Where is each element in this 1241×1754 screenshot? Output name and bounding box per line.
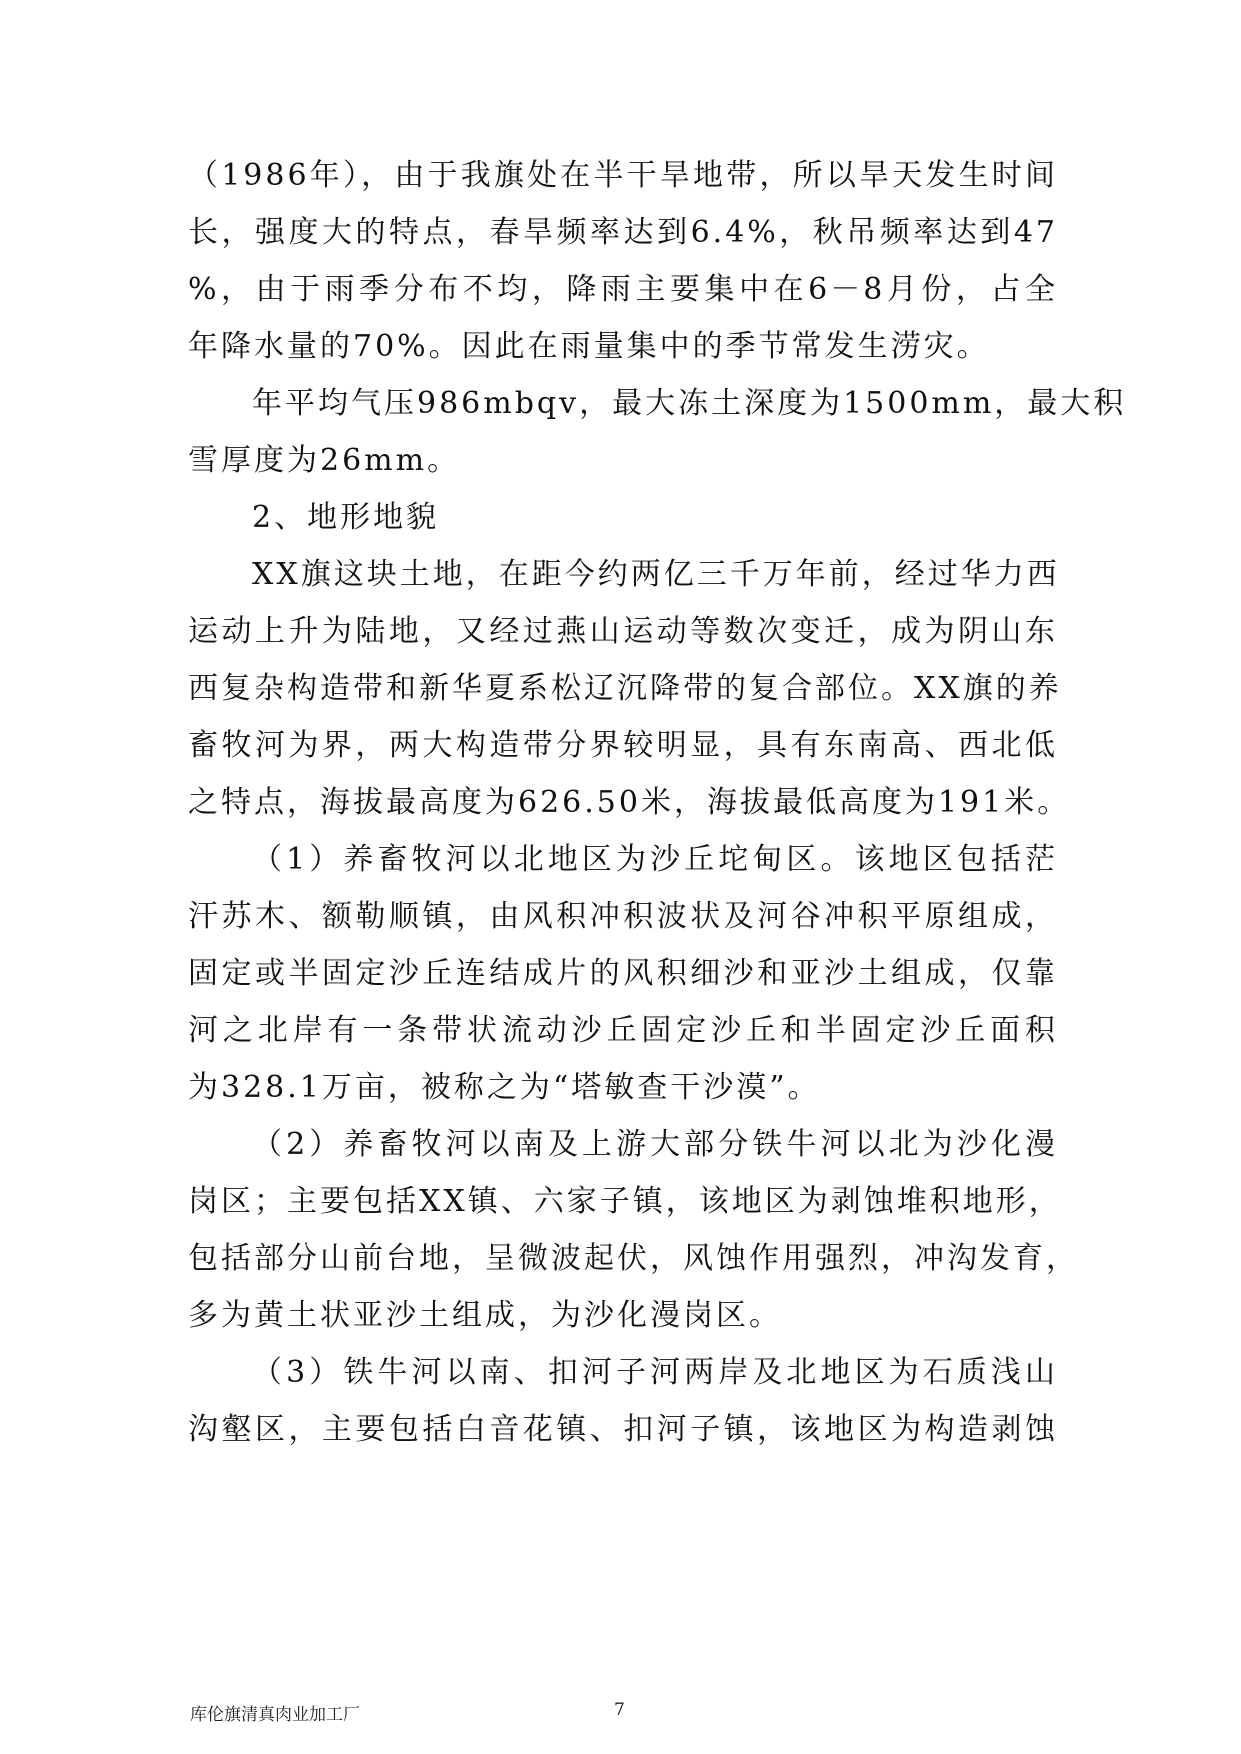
- text-line: 汗苏木、额勒顺镇，由风积冲积波状及河谷冲积平原组成，: [188, 899, 1058, 934]
- text-line: 固定或半固定沙丘连结成片的风积细沙和亚沙土组成，仅靠: [188, 956, 1058, 991]
- text-line: 之特点，海拔最高度为626.50米，海拔最低高度为191米。: [188, 785, 1071, 820]
- text-line: 年降水量的70%。因此在雨量集中的季节常发生涝灾。: [188, 329, 990, 364]
- text-line: （1）养畜牧河以北地区为沙丘坨甸区。该地区包括茫: [252, 842, 1058, 877]
- text-line: 年平均气压986mbqv，最大冻土深度为1500mm，最大积: [252, 386, 1127, 421]
- page-number: 7: [614, 1700, 625, 1720]
- text-line: （1986年），由于我旗处在半干旱地带，所以旱天发生时间: [188, 158, 1058, 193]
- text-line: 多为黄土状亚沙土组成，为沙化漫岗区。: [188, 1298, 782, 1333]
- footer-company-name: 库伦旗清真肉业加工厂: [190, 1705, 360, 1725]
- text-line: 为328.1万亩，被称之为“塔敏查干沙漠”。: [188, 1070, 821, 1105]
- text-line: 包括部分山前台地，呈微波起伏，风蚀作用强烈，冲沟发育，: [188, 1241, 1079, 1276]
- text-line: （3）铁牛河以南、扣河子河两岸及北地区为石质浅山: [252, 1355, 1058, 1390]
- text-line: 运动上升为陆地，又经过燕山运动等数次变迁，成为阴山东: [188, 614, 1058, 649]
- text-line: XX旗这块土地，在距今约两亿三千万年前，经过华力西: [252, 557, 1060, 592]
- text-line: （2）养畜牧河以南及上游大部分铁牛河以北为沙化漫: [252, 1127, 1058, 1162]
- text-line: 雪厚度为26mm。: [188, 443, 461, 478]
- text-line: 岗区；主要包括XX镇、六家子镇，该地区为剥蚀堆积地形，: [188, 1184, 1062, 1219]
- text-line: %，由于雨季分布不均，降雨主要集中在6－8月份，占全: [188, 272, 1058, 307]
- text-line: 河之北岸有一条带状流动沙丘固定沙丘和半固定沙丘面积: [188, 1013, 1058, 1048]
- text-line: 畜牧河为界，两大构造带分界较明显，具有东南高、西北低: [188, 728, 1058, 763]
- text-line: 长，强度大的特点，春旱频率达到6.4%，秋吊频率达到47: [188, 215, 1058, 250]
- text-line: 西复杂构造带和新华夏系松辽沉降带的复合部位。XX旗的养: [188, 671, 1062, 706]
- section-heading: 2、地形地貌: [252, 500, 440, 535]
- text-line: 沟壑区，主要包括白音花镇、扣河子镇，该地区为构造剥蚀: [188, 1412, 1058, 1447]
